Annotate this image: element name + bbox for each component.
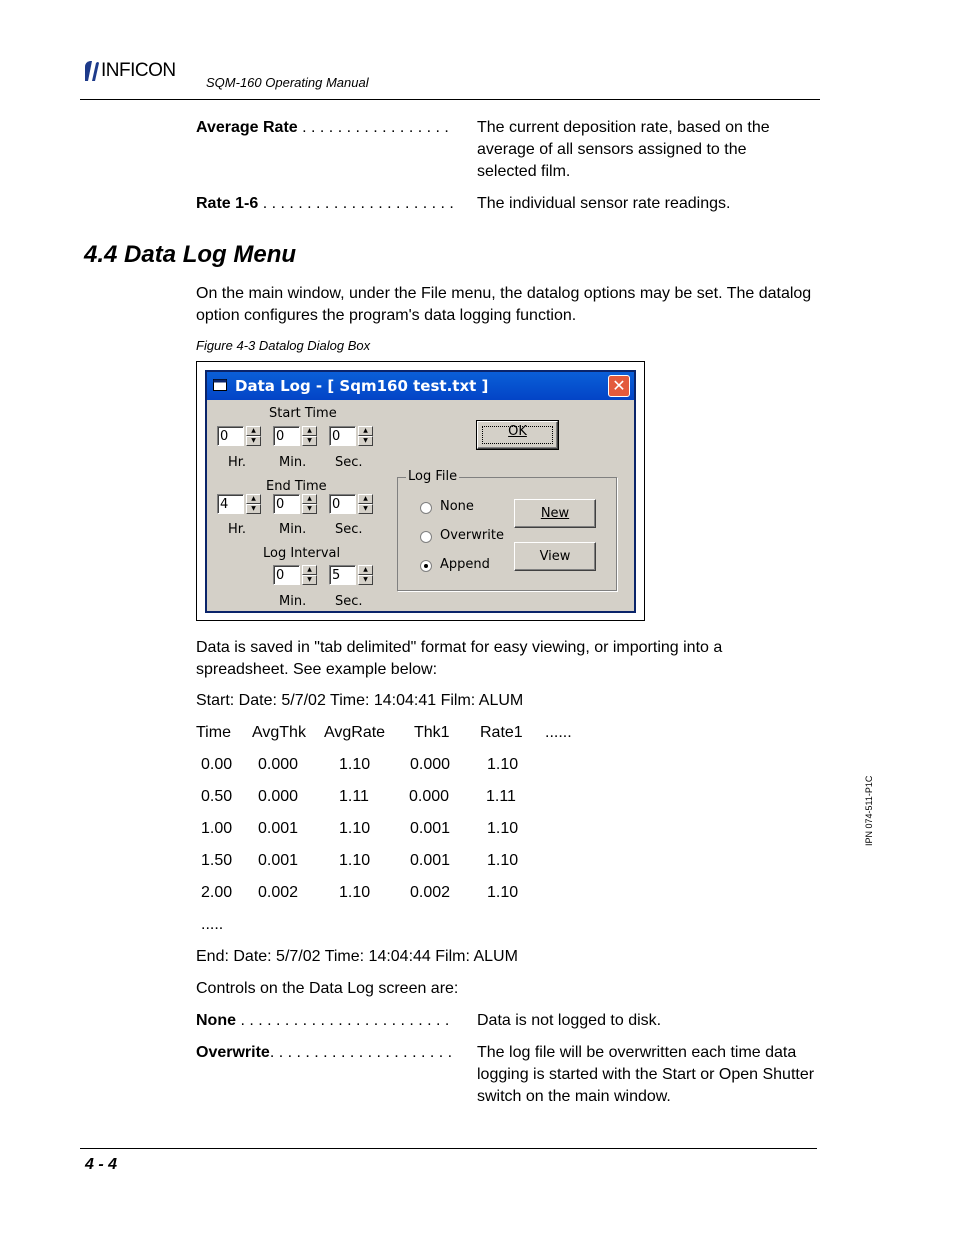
interval-min-spinner[interactable] <box>273 565 317 587</box>
col-header-rate1: Rate1 <box>480 724 523 741</box>
spin-up-icon[interactable]: ▲ <box>302 494 317 504</box>
start-sec-spinner[interactable] <box>329 426 373 448</box>
table-cell: 0.001 <box>410 820 451 837</box>
start-min-spinner[interactable] <box>273 426 317 448</box>
end-sec-spinner[interactable] <box>329 494 373 516</box>
table-cell: 0.002 <box>258 884 299 901</box>
sec-label: Sec. <box>335 455 363 470</box>
radio-append-label[interactable]: Append <box>440 557 490 572</box>
sample-start-line: Start: Date: 5/7/02 Time: 14:04:41 Film: ALUM <box>196 692 524 709</box>
spin-down-icon[interactable]: ▼ <box>302 436 317 446</box>
end-min-input[interactable]: 0 <box>273 494 300 514</box>
ok-button[interactable] <box>477 421 558 449</box>
table-cell: 1.10 <box>487 884 519 901</box>
term-label: None <box>196 1012 236 1029</box>
table-cell: 0.000 <box>258 788 299 805</box>
log-interval-label: Log Interval <box>263 546 341 561</box>
spin-down-icon[interactable]: ▼ <box>246 504 261 514</box>
radio-none[interactable] <box>420 502 432 514</box>
end-time-label: End Time <box>266 479 327 494</box>
controls-intro: Controls on the Data Log screen are: <box>196 980 459 997</box>
brand-name: INFICON <box>101 60 176 81</box>
interval-sec-input[interactable]: 5 <box>329 565 356 585</box>
inficon-logo-icon <box>82 59 100 83</box>
spin-up-icon[interactable]: ▲ <box>302 565 317 575</box>
table-cell: 1.10 <box>487 820 519 837</box>
sample-ellipsis: ..... <box>201 916 224 933</box>
leader-dots: . . . . . . . . . . . . . . . . . . . . . <box>269 1044 453 1061</box>
term-description: Data is not logged to disk. <box>477 1012 662 1029</box>
table-cell: 0.000 <box>410 756 451 773</box>
spin-up-icon[interactable]: ▲ <box>358 426 373 436</box>
start-hour-spinner[interactable] <box>217 426 261 448</box>
spin-down-icon[interactable]: ▼ <box>246 436 261 446</box>
spin-up-icon[interactable]: ▲ <box>302 426 317 436</box>
spin-up-icon[interactable]: ▲ <box>246 494 261 504</box>
sec-label: Sec. <box>335 522 363 537</box>
focus-rect <box>482 426 553 444</box>
table-cell: 1.11 <box>486 788 516 805</box>
spin-down-icon[interactable]: ▼ <box>358 436 373 446</box>
section-heading: 4.4 Data Log Menu <box>84 241 297 268</box>
hr-label: Hr. <box>228 455 247 470</box>
term-label: Overwrite <box>196 1044 270 1061</box>
radio-none-label[interactable]: None <box>440 499 474 514</box>
min-label: Min. <box>279 455 307 470</box>
spin-up-icon[interactable]: ▲ <box>358 565 373 575</box>
table-cell: 0.001 <box>258 852 299 869</box>
table-cell: 1.50 <box>201 852 233 869</box>
col-header-time: Time <box>196 724 231 741</box>
hr-label: Hr. <box>228 522 247 537</box>
spin-down-icon[interactable]: ▼ <box>302 575 317 585</box>
definition-none <box>0 1010 954 1034</box>
table-cell: 1.10 <box>487 756 519 773</box>
table-cell: 0.00 <box>201 756 233 773</box>
table-cell: 1.10 <box>339 820 371 837</box>
table-cell: 1.11 <box>339 788 369 805</box>
interval-sec-spinner[interactable] <box>329 565 373 587</box>
start-hour-input[interactable]: 0 <box>217 426 244 446</box>
min-label: Min. <box>279 594 307 609</box>
table-cell: 1.10 <box>487 852 519 869</box>
start-time-label: Start Time <box>269 406 337 421</box>
col-header-avgthk: AvgThk <box>252 724 306 741</box>
col-header-thk1: Thk1 <box>414 724 450 741</box>
window-icon <box>213 379 227 391</box>
page-number: 4 - 4 <box>85 1156 118 1173</box>
term-description: The log file will be overwritten each time data logging is started with the Start or Open Shutter switch on the main window. <box>477 1044 815 1105</box>
table-cell: 0.000 <box>258 756 299 773</box>
log-file-label: Log File <box>408 469 458 484</box>
close-icon[interactable]: ✕ <box>608 375 630 397</box>
table-cell: 0.000 <box>409 788 450 805</box>
definition-rate-1-6 <box>0 193 954 217</box>
data-log-dialog <box>205 370 636 613</box>
start-sec-input[interactable]: 0 <box>329 426 356 446</box>
start-min-input[interactable]: 0 <box>273 426 300 446</box>
end-sec-input[interactable]: 0 <box>329 494 356 514</box>
spin-down-icon[interactable]: ▼ <box>302 504 317 514</box>
manual-title: SQM-160 Operating Manual <box>206 75 369 90</box>
new-button[interactable] <box>514 499 596 528</box>
end-min-spinner[interactable] <box>273 494 317 516</box>
view-label: View <box>539 549 571 564</box>
header-rule <box>80 99 820 100</box>
figure-frame <box>196 361 645 621</box>
radio-overwrite-label[interactable]: Overwrite <box>440 528 504 543</box>
table-cell: 1.10 <box>339 756 371 773</box>
term-description: The current deposition rate, based on the average of all sensors assigned to the selected film. <box>477 119 770 180</box>
table-cell: 0.001 <box>258 820 299 837</box>
table-cell: 1.00 <box>201 820 233 837</box>
interval-min-input[interactable]: 0 <box>273 565 300 585</box>
spin-down-icon[interactable]: ▼ <box>358 504 373 514</box>
spin-up-icon[interactable]: ▲ <box>358 494 373 504</box>
spin-down-icon[interactable]: ▼ <box>358 575 373 585</box>
format-paragraph: Data is saved in "tab delimited" format for easy viewing, or importing into a spreadsheet. See example below: <box>196 639 723 678</box>
min-label: Min. <box>279 522 307 537</box>
table-cell: 2.00 <box>201 884 233 901</box>
leader-dots: . . . . . . . . . . . . . . . . . <box>297 119 449 136</box>
inficon-logo <box>82 58 176 84</box>
term-label: Average Rate <box>196 119 298 136</box>
log-file-group <box>397 469 617 591</box>
definition-overwrite <box>0 1042 954 1112</box>
term-label: Rate 1-6 <box>196 195 259 212</box>
view-button[interactable] <box>514 542 596 571</box>
col-header-more: ...... <box>545 724 572 741</box>
dialog-title: Data Log - [ Sqm160 test.txt ] <box>235 377 489 395</box>
new-label: New <box>540 506 570 521</box>
table-cell: 0.50 <box>201 788 233 805</box>
table-cell: 0.001 <box>410 852 451 869</box>
definition-average-rate <box>0 117 954 187</box>
col-header-avgrate: AvgRate <box>324 724 386 741</box>
figure-caption: Figure 4-3 Datalog Dialog Box <box>196 338 371 353</box>
sec-label: Sec. <box>335 594 363 609</box>
end-hour-spinner[interactable] <box>217 494 261 516</box>
footer-rule <box>80 1148 817 1149</box>
table-cell: 0.002 <box>410 884 451 901</box>
end-hour-input[interactable]: 4 <box>217 494 244 514</box>
sample-end-line: End: Date: 5/7/02 Time: 14:04:44 Film: ALUM <box>196 948 518 965</box>
intro-paragraph: On the main window, under the File menu, the datalog options may be set. The datalog option configures the program's data logging function. <box>196 285 812 324</box>
spin-up-icon[interactable]: ▲ <box>246 426 261 436</box>
leader-dots: . . . . . . . . . . . . . . . . . . . . . . . . <box>236 1012 450 1029</box>
ok-label: OK <box>508 424 527 439</box>
ipn-label: IPN 074-511-P1C <box>864 775 874 846</box>
dialog-titlebar[interactable] <box>207 372 634 400</box>
radio-append[interactable] <box>420 560 432 572</box>
table-cell: 1.10 <box>339 884 371 901</box>
term-description: The individual sensor rate readings. <box>477 195 731 212</box>
leader-dots: . . . . . . . . . . . . . . . . . . . . . . <box>258 195 454 212</box>
table-cell: 1.10 <box>339 852 371 869</box>
radio-overwrite[interactable] <box>420 531 432 543</box>
